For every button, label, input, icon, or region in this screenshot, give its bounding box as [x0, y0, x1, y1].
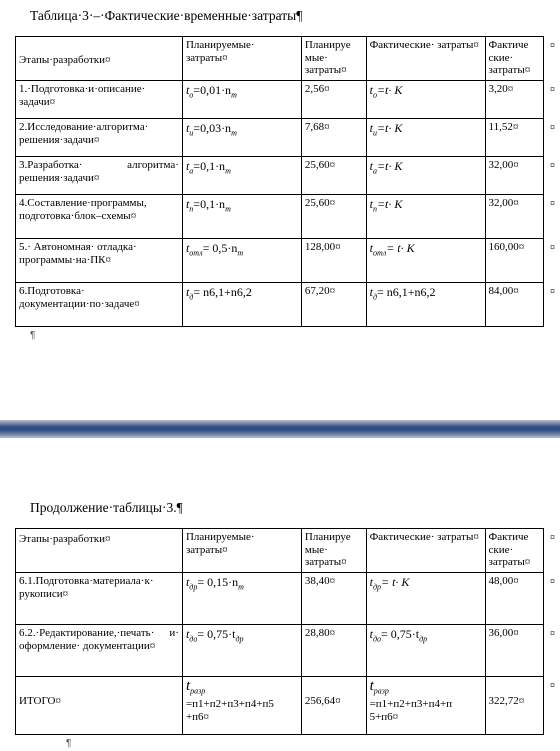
planned-value-cell: 28,80¤	[301, 625, 366, 677]
planned-value-cell: 38,40¤	[301, 573, 366, 625]
header-actual-formula: Фактические· затраты¤	[366, 529, 485, 573]
paragraph-mark: ¶	[66, 738, 72, 749]
stage-cell: 4.Составление·программы, подготовка·блок–схемы¤	[16, 195, 183, 239]
actual-formula-cell: $t_д= n6,1+n6,2$	[366, 283, 485, 327]
planned-formula-cell: $t_{др}= 0,15\cdot n_m$	[182, 573, 301, 625]
header-actual: Фактиче ские· затраты¤ ¤	[485, 37, 543, 81]
header-planned-formula: Планируемые· затраты¤	[182, 529, 301, 573]
stage-cell: 3.Разработка· алгоритма· решения·задачи¤	[16, 157, 183, 195]
planned-value-cell: 25,60¤	[301, 157, 366, 195]
document-page-2	[0, 438, 560, 751]
actual-formula-cell: $t_{разр}$ =п1+п2+п3+п4+п 5+п6¤	[366, 677, 485, 735]
planned-formula-cell: $t_u=0,03\cdot n_m$	[182, 119, 301, 157]
stage-cell: 5.· Автономная· отладка· программы·на·ПК¤	[16, 239, 183, 283]
planned-formula-cell: $t_o=0,01\cdot n_m$	[182, 81, 301, 119]
actual-formula-cell: $t_n=t\cdot K$	[366, 195, 485, 239]
actual-value-cell: 36,00¤ ¤	[485, 625, 543, 677]
planned-formula-cell: $t_{до}= 0,75\cdot t_{др}$	[182, 625, 301, 677]
page-separator	[0, 420, 560, 438]
table-row	[16, 119, 544, 157]
stage-cell: 6.Подготовка· документации·по·задаче¤	[16, 283, 183, 327]
table-row	[16, 239, 544, 283]
actual-formula-cell: $t_o=t\cdot K$	[366, 81, 485, 119]
table-row	[16, 625, 544, 677]
table-row	[16, 573, 544, 625]
stage-cell: 2.Исследование·алгоритма· решения·задачи¤	[16, 119, 183, 157]
actual-formula-cell: $t_{до}= 0,75\cdot t_{др}$	[366, 625, 485, 677]
stage-cell: ИТОГО¤	[16, 677, 183, 735]
table-continuation-title: Продолжение·таблицы·3.¶	[30, 500, 183, 515]
header-stage: Этапы·разработки¤	[16, 529, 183, 573]
table-header-row	[16, 529, 544, 573]
actual-value-cell: 3,20¤ ¤	[485, 81, 543, 119]
table-row	[16, 283, 544, 327]
stage-cell: 6.1.Подготовка·материала·к· рукописи¤	[16, 573, 183, 625]
table-header-row	[16, 37, 544, 81]
planned-formula-cell: $t_{разр}$ =п1+п2+п3+п4+п5 +п6¤	[182, 677, 301, 735]
stage-cell: 6.2.·Редактирование,·печать· и· оформление· документации¤	[16, 625, 183, 677]
table-row	[16, 195, 544, 239]
actual-formula-cell: $t_{др}= t\cdot K$	[366, 573, 485, 625]
actual-value-cell: 11,52¤ ¤	[485, 119, 543, 157]
table-row	[16, 157, 544, 195]
planned-value-cell: 2,56¤	[301, 81, 366, 119]
planned-formula-cell: $t_{отл}= 0,5\cdot n_m$	[182, 239, 301, 283]
header-planned-formula: Планируемые· затраты¤	[182, 37, 301, 81]
actual-value-cell: 322,72¤ ¤	[485, 677, 543, 735]
actual-value-cell: 84,00¤ ¤	[485, 283, 543, 327]
cost-table	[15, 36, 555, 327]
header-actual: Фактиче ские· затраты¤ ¤	[485, 529, 543, 573]
planned-value-cell: 25,60¤	[301, 195, 366, 239]
cost-table-continued	[15, 528, 555, 735]
planned-formula-cell: $t_n=0,1\cdot n_m$	[182, 195, 301, 239]
actual-formula-cell: $t_a=t\cdot K$	[366, 157, 485, 195]
table-row-total	[16, 677, 544, 735]
actual-formula-cell: $t_{отл}= t\cdot K$	[366, 239, 485, 283]
actual-value-cell: 32,00¤ ¤	[485, 157, 543, 195]
planned-formula-cell: $t_д= n6,1+n6,2$	[182, 283, 301, 327]
planned-value-cell: 67,20¤	[301, 283, 366, 327]
actual-formula-cell: $t_u=t\cdot K$	[366, 119, 485, 157]
header-actual-formula: Фактические· затраты¤	[366, 37, 485, 81]
planned-value-cell: 128,00¤	[301, 239, 366, 283]
table-row	[16, 81, 544, 119]
planned-value-cell: 256,64¤	[301, 677, 366, 735]
paragraph-mark: ¶	[30, 330, 36, 341]
table-title: Таблица·3·–·Фактические·временные·затраты¶	[30, 8, 303, 23]
planned-value-cell: 7,68¤	[301, 119, 366, 157]
header-planned: Планируе мые· затраты¤	[301, 529, 366, 573]
actual-value-cell: 48,00¤ ¤	[485, 573, 543, 625]
actual-value-cell: 32,00¤ ¤	[485, 195, 543, 239]
stage-cell: 1.·Подготовка·и·описание· задачи¤	[16, 81, 183, 119]
header-planned: Планируе мые· затраты¤	[301, 37, 366, 81]
actual-value-cell: 160,00¤ ¤	[485, 239, 543, 283]
planned-formula-cell: $t_a=0,1\cdot n_m$	[182, 157, 301, 195]
header-stage: Этапы·разработки¤	[16, 37, 183, 81]
